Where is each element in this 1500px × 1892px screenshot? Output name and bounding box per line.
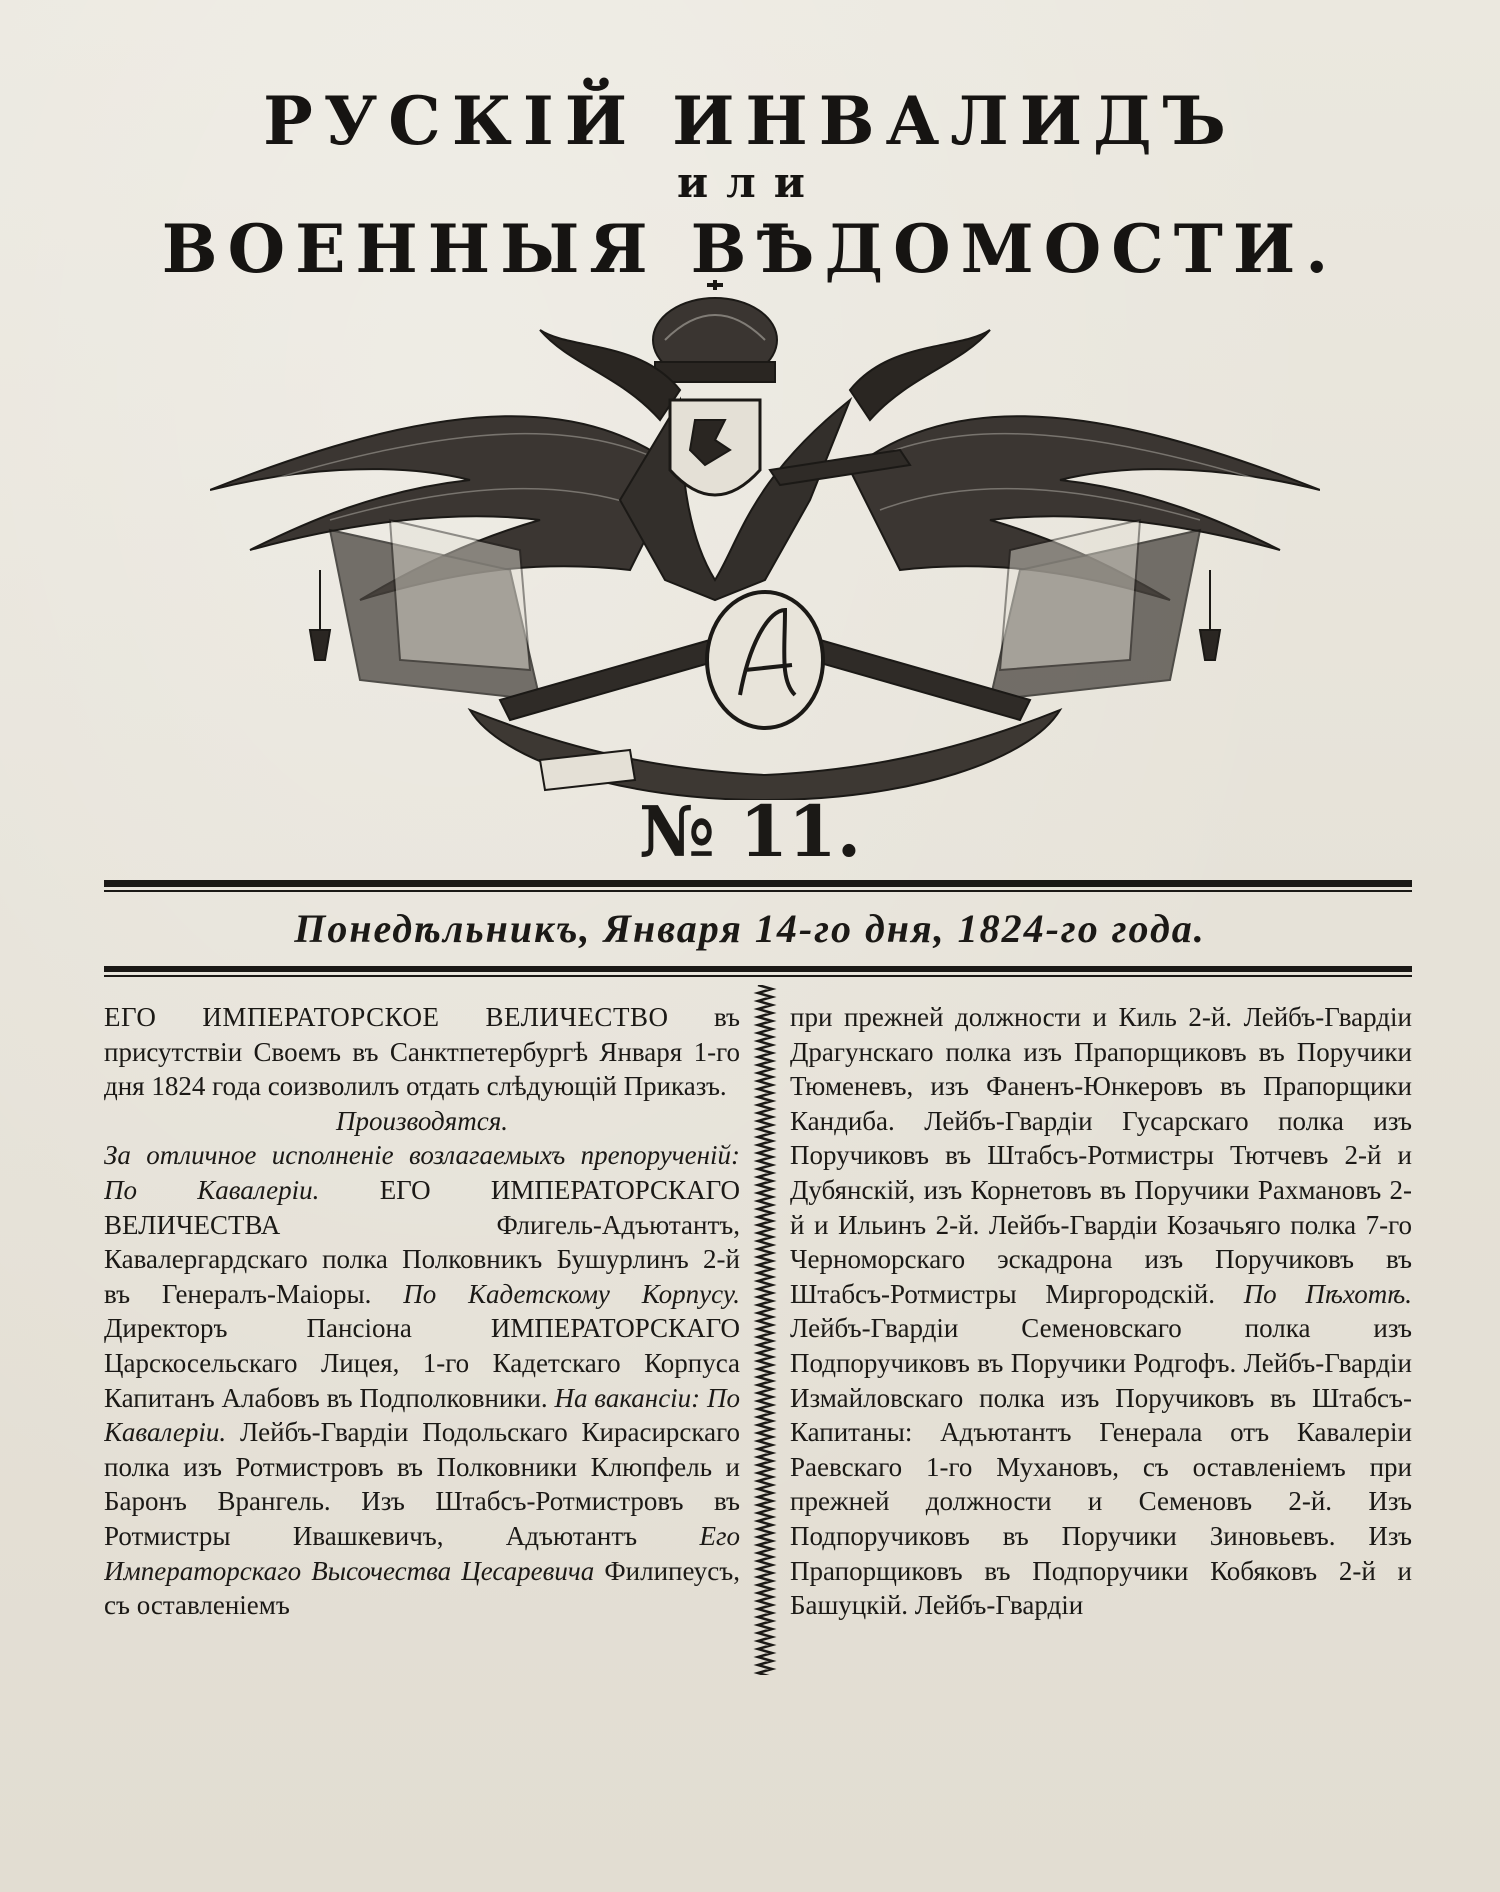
top-rule-thin — [104, 890, 1412, 892]
masthead-title-line2: или — [677, 158, 823, 207]
article-paragraph — [104, 1138, 740, 1622]
intro-text: въ присутствіи Своемъ въ Санктпетербургѣ Января 1-го дня 1824 года соизволилъ отдать слѣдующій Приказъ. — [104, 1002, 740, 1102]
article-paragraph — [790, 1000, 1412, 1623]
bottom-rule-thin — [104, 975, 1412, 977]
subsection-title: На вакансіи: По Кавалеріи. — [104, 1382, 740, 1448]
subsection-title: По Пѣхотѣ. — [1243, 1278, 1412, 1309]
paragraph-text: ЕГО ИМПЕРАТОРСКАГО ВЕЛИЧЕСТВА Флигель-Адъютантъ, Кавалергардскаго полка Полковникъ Бушурлинъ 2-й въ Генералъ-Маіоры. — [104, 1174, 740, 1309]
section-heading: Производятся. — [335, 1105, 509, 1136]
paragraph-text: Директоръ Пансіона ИМПЕРАТОРСКАГО Царскосельскаго Лицея, 1-го Кадетскаго Корпуса Капитанъ Алабовъ въ Подполковники. — [104, 1313, 740, 1413]
subsection-title: По Кадетскому Корпусу. — [403, 1278, 740, 1309]
paragraph-text: Лейбъ-Гвардіи Семеновскаго полка изъ Подпоручиковъ въ Поручики Родгофъ. Лейбъ-Гвардіи Измайловскаго полка изъ Поручиковъ въ Штабсъ-Капитаны: Адъютантъ Генерала отъ Кавалеріи Раевскаго 1-го Мухановъ, съ оставленіемъ при прежней должности и Семеновъ 2-й. Изъ Подпоручиковъ въ Поручики Зиновьевъ. Изъ Прапорщиковъ въ Подпоручики Кобяковъ 2-й и Башуцкій. Лейбъ-Гвардіи — [790, 1313, 1412, 1621]
masthead-title-line3: ВОЕННЫЯ ВѢДОМОСТИ. — [161, 210, 1339, 288]
left-column — [104, 1000, 740, 1700]
intro-caps: ЕГО ИМПЕРАТОРСКОЕ ВЕЛИЧЕСТВО — [104, 1002, 669, 1032]
dateline: Понедѣльникъ, Января 14-го дня, 1824-го года. — [294, 906, 1206, 951]
paragraph-text: Филипеусъ, съ оставленіемъ — [104, 1555, 740, 1621]
paragraph-text: Лейбъ-Гвардіи Подольскаго Кирасирскаго полка изъ Ротмистровъ въ Полковники Клюпфель и Баронъ Врангель. Изъ Штабсъ-Ротмистровъ въ Ротмистры Ивашкевичъ, Адъютантъ — [104, 1417, 740, 1551]
column-divider — [752, 985, 778, 1675]
article-intro — [104, 1000, 740, 1104]
right-column — [790, 1000, 1412, 1700]
double-headed-eagle-emblem — [210, 280, 1320, 800]
bottom-rule — [104, 966, 1412, 972]
paragraph-text: при прежней должности и Киль 2-й. Лейбъ-Гвардіи Драгунскаго полка изъ Прапорщиковъ въ Поручики Тюменевъ, изъ Фаненъ-Юнкеровъ въ Прапорщики Кандиба. Лейбъ-Гвардіи Гусарскаго полка изъ Поручиковъ въ Штабсъ-Ротмистры Тютчевъ 2-й и Дубянскій, изъ Корнетовъ въ Поручики Рахмановъ 2-й и Ильинъ 2-й. Лейбъ-Гвардіи Козачьяго полка 7-го Черноморскаго эскадрона изъ Поручиковъ въ Штабсъ-Ротмистры Миргородскій. — [790, 1002, 1412, 1309]
italic-title: Его Императорскаго Высочества Цесаревича — [104, 1520, 740, 1586]
top-rule — [104, 880, 1412, 887]
masthead-title-line1: РУСКІЙ ИНВАЛИДЪ — [263, 82, 1237, 160]
subsection-title: За отличное исполненіе возлагаемыхъ препорученій: По Кавалеріи. — [104, 1140, 740, 1205]
crown-icon — [653, 280, 777, 382]
issue-number: № 11. — [638, 790, 862, 873]
